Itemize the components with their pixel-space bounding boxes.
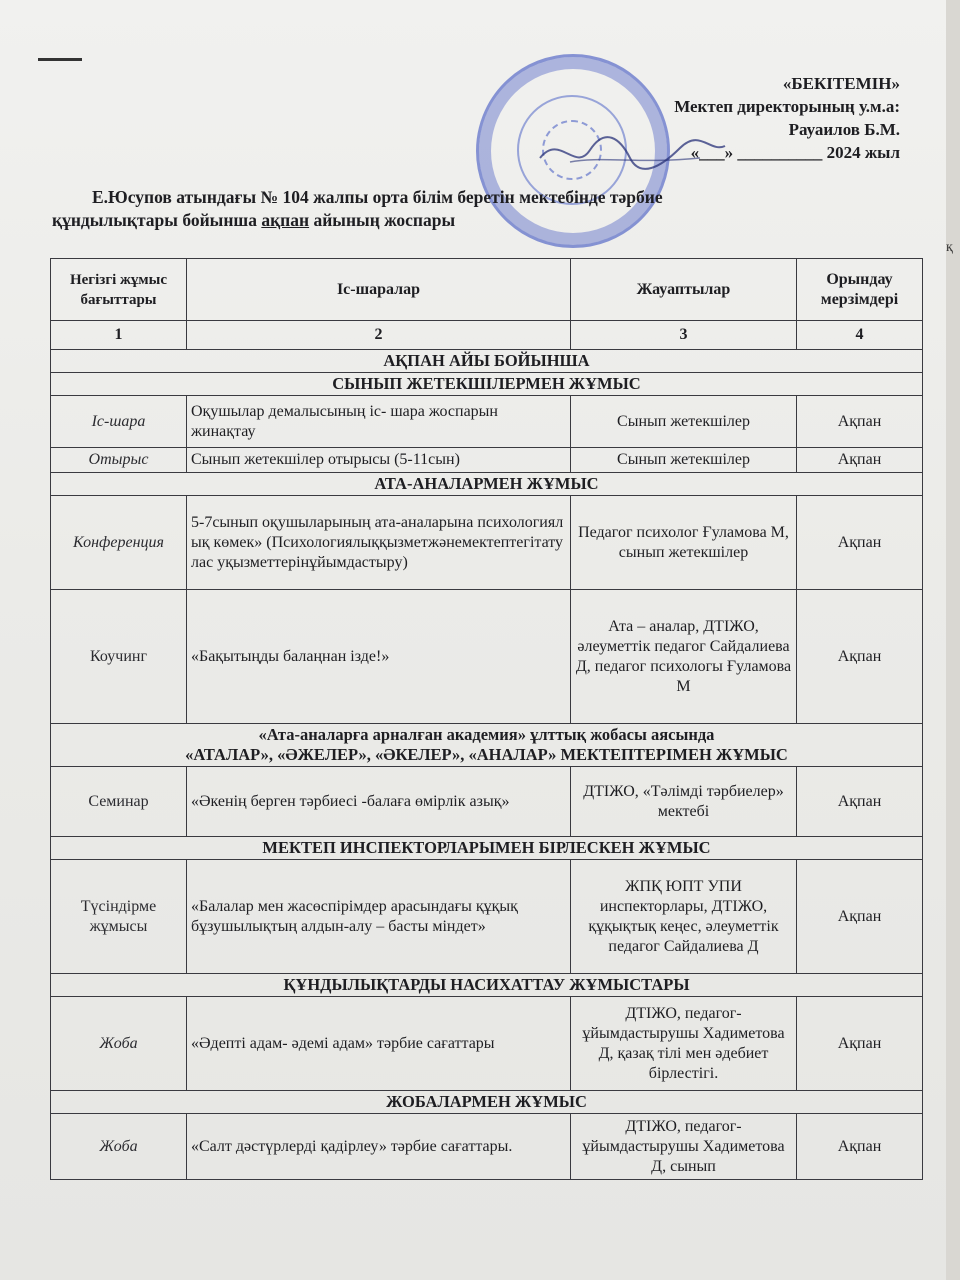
- section-heading-row: [51, 724, 923, 767]
- title-part-b: айының жоспары: [309, 210, 456, 230]
- section-heading-line-2: «АТАЛАР», «ӘЖЕЛЕР», «ӘКЕЛЕР», «АНАЛАР» МЕКТЕПТЕРІМЕН ЖҰМЫС: [185, 745, 788, 764]
- approval-block: [560, 72, 900, 164]
- row-direction: Коучинг: [51, 590, 187, 724]
- row-activity: 5-7сынып оқушыларының ата-аналарына психологиялық көмек» (Психологиялыққызметжәнемектептегітатулас уқызметтерінұйымдастыру): [187, 496, 571, 590]
- row-responsible: ДТІЖО, педагог-ұйымдастырушы Хадиметова Д, қазақ тілі мен әдебиет бірлестігі.: [571, 997, 797, 1091]
- table-row: [51, 590, 923, 724]
- header-responsible: Жауаптылар: [571, 259, 797, 321]
- row-direction: Семинар: [51, 767, 187, 837]
- row-responsible: ДТІЖО, педагог-ұйымдастырушы Хадиметова Д, сынып: [571, 1114, 797, 1180]
- row-direction: Жоба: [51, 1114, 187, 1180]
- header-row: [51, 259, 923, 321]
- approval-title: «БЕКІТЕМІН»: [782, 74, 900, 93]
- header-direction: Негізгі жұмыс бағыттары: [51, 259, 187, 321]
- col-number: 3: [571, 321, 797, 350]
- section-heading: ЖОБАЛАРМЕН ЖҰМЫС: [51, 1091, 923, 1114]
- section-heading: МЕКТЕП ИНСПЕКТОРЛАРЫМЕН БІРЛЕСКЕН ЖҰМЫС: [51, 837, 923, 860]
- row-responsible: Сынып жетекшілер: [571, 396, 797, 448]
- title-line-1: Е.Юсупов атындағы № 104 жалпы орта білім беретін мектебінде тәрбие: [92, 187, 663, 207]
- row-responsible: Ата – аналар, ДТІЖО, әлеуметтік педагог Сайдалиева Д, педагог психологы Ғуламова М: [571, 590, 797, 724]
- row-direction: Жоба: [51, 997, 187, 1091]
- approval-name: Рауаилов Б.М.: [788, 120, 900, 139]
- section-heading-row: [51, 373, 923, 396]
- table-row: [51, 496, 923, 590]
- month-heading: АҚПАН АЙЫ БОЙЫНША: [51, 350, 923, 373]
- row-responsible: ДТІЖО, «Тәлімді тәрбиелер» мектебі: [571, 767, 797, 837]
- table-row: [51, 396, 923, 448]
- row-activity: Сынып жетекшілер отырысы (5-11сын): [187, 448, 571, 473]
- document-title: [52, 186, 872, 232]
- title-month: ақпан: [261, 210, 310, 230]
- approval-position: Мектеп директорының у.м.а:: [674, 97, 900, 116]
- row-activity: «Салт дәстүрлерді қадірлеу» тәрбие сағаттары.: [187, 1114, 571, 1180]
- row-direction: Отырыс: [51, 448, 187, 473]
- plan-table: [50, 258, 923, 1180]
- row-direction: Конференция: [51, 496, 187, 590]
- row-term: Ақпан: [797, 860, 923, 974]
- section-heading-row: [51, 473, 923, 496]
- row-direction: Іс-шара: [51, 396, 187, 448]
- title-line-2: [52, 209, 872, 232]
- section-heading-row: [51, 837, 923, 860]
- table-row: [51, 767, 923, 837]
- table-row: [51, 997, 923, 1091]
- section-heading-row: [51, 1091, 923, 1114]
- row-direction: Түсіндірме жұмысы: [51, 860, 187, 974]
- row-responsible: ЖПҚ ЮПТ УПИ инспекторлары, ДТІЖО, құқықтық кеңес, әлеуметтік педагог Сайдалиева Д: [571, 860, 797, 974]
- row-term: Ақпан: [797, 1114, 923, 1180]
- section-heading: [51, 724, 923, 767]
- section-heading-row: [51, 974, 923, 997]
- table-row: [51, 860, 923, 974]
- col-number: 4: [797, 321, 923, 350]
- section-heading: АТА-АНАЛАРМЕН ЖҰМЫС: [51, 473, 923, 496]
- row-activity: Оқушылар демалысының іс- шара жоспарын жинақтау: [187, 396, 571, 448]
- row-term: Ақпан: [797, 448, 923, 473]
- month-heading-row: [51, 350, 923, 373]
- section-heading: ҚҰНДЫЛЫҚТАРДЫ НАСИХАТТАУ ЖҰМЫСТАРЫ: [51, 974, 923, 997]
- row-term: Ақпан: [797, 997, 923, 1091]
- row-activity: «Бақытыңды балаңнан ізде!»: [187, 590, 571, 724]
- row-term: Ақпан: [797, 767, 923, 837]
- number-row: [51, 321, 923, 350]
- corner-mark: [38, 58, 82, 61]
- header-activity: Іс-шаралар: [187, 259, 571, 321]
- row-term: Ақпан: [797, 496, 923, 590]
- row-responsible: Сынып жетекшілер: [571, 448, 797, 473]
- approval-date: «___» __________ 2024 жыл: [690, 143, 900, 162]
- col-number: 2: [187, 321, 571, 350]
- col-number: 1: [51, 321, 187, 350]
- margin-letter: қ: [946, 240, 953, 255]
- row-term: Ақпан: [797, 396, 923, 448]
- row-activity: «Әкенің берген тәрбиесі -балаға өмірлік азық»: [187, 767, 571, 837]
- row-activity: «Балалар мен жасөспірімдер арасындағы құқық бұзушылықтың алдын-алу – басты міндет»: [187, 860, 571, 974]
- header-term: Орындау мерзімдері: [797, 259, 923, 321]
- section-heading-line-1: «Ата-аналарға арналған академия» ұлттық жобасы аясында: [258, 725, 715, 744]
- title-part-a: құндылықтары бойынша: [52, 210, 262, 230]
- section-heading: СЫНЫП ЖЕТЕКШІЛЕРМЕН ЖҰМЫС: [51, 373, 923, 396]
- row-activity: «Әдепті адам- әдемі адам» тәрбие сағаттары: [187, 997, 571, 1091]
- row-responsible: Педагог психолог Ғуламова М, сынып жетекшілер: [571, 496, 797, 590]
- table-row: [51, 448, 923, 473]
- table-row: [51, 1114, 923, 1180]
- row-term: Ақпан: [797, 590, 923, 724]
